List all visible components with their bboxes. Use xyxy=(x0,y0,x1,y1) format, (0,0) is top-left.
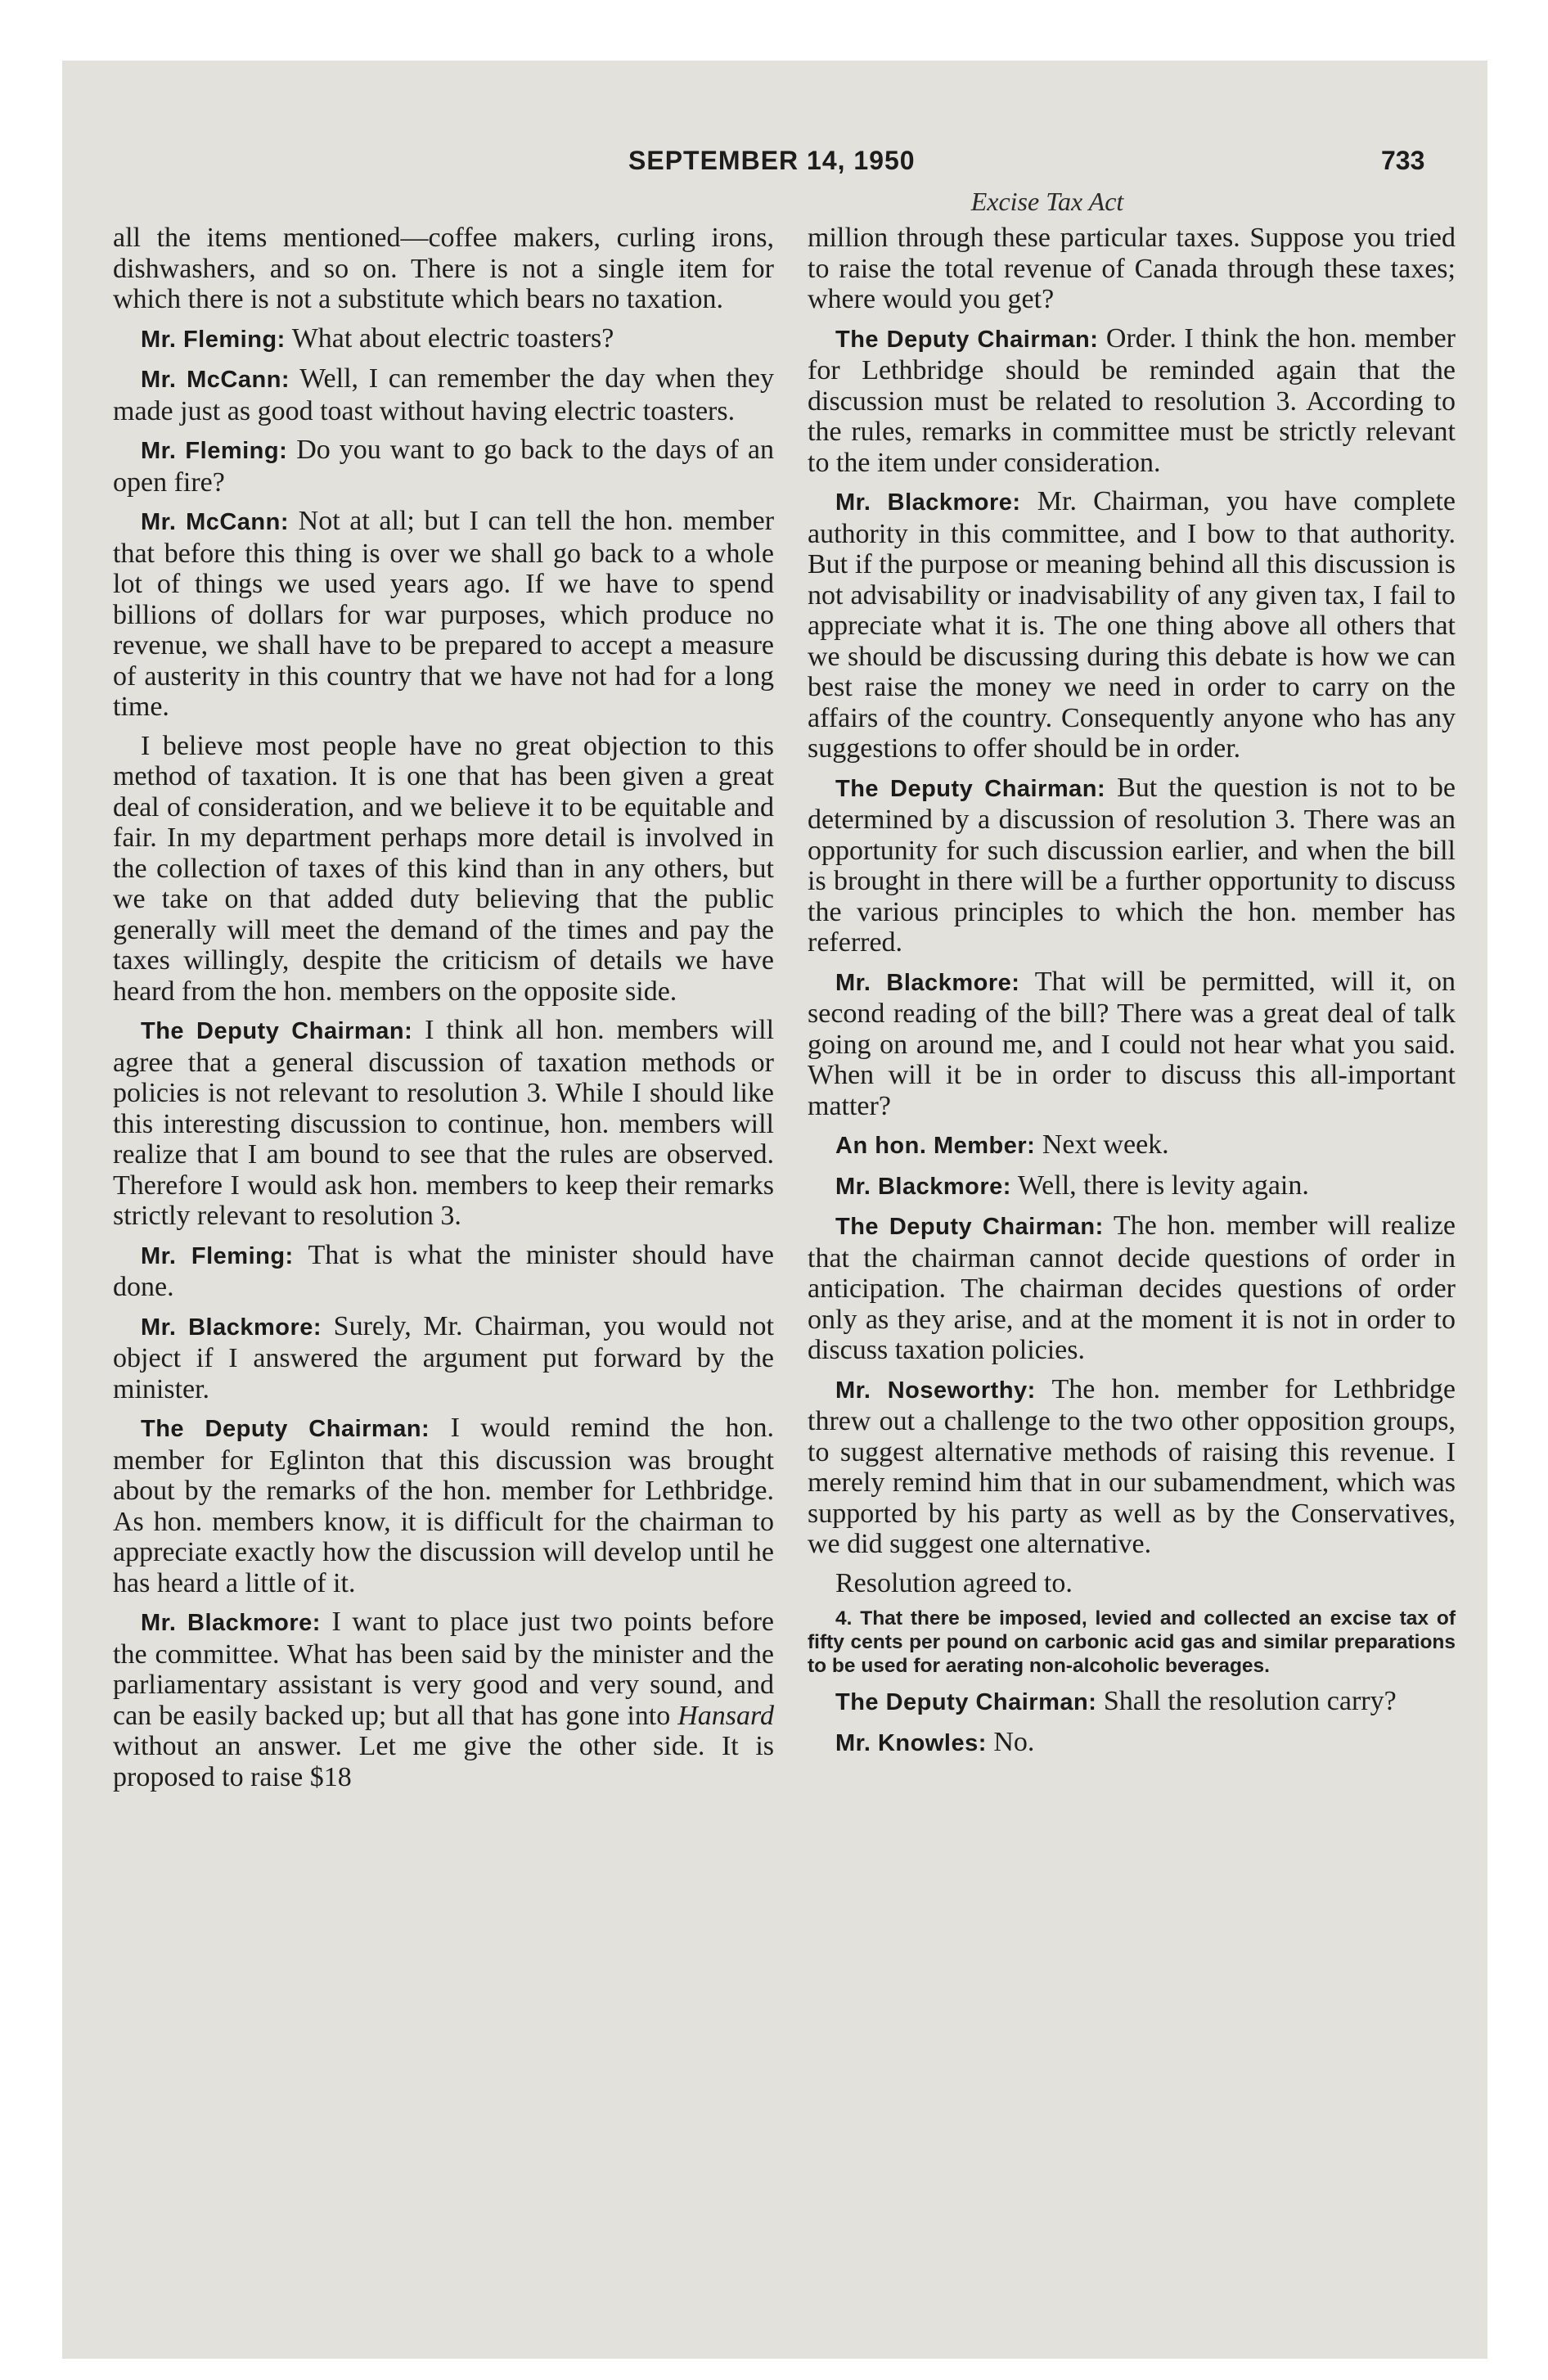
speaker-name: Mr. Blackmore: xyxy=(835,489,1021,516)
speaker-name: The Deputy Chairman: xyxy=(141,1416,430,1442)
paragraph: Mr. Blackmore: Mr. Chairman, you have complete authority in this committee, and I bow to that authority. But if the purpose or meaning behind all this discussion is not advisability or inadvisability of any given tax, I fail to appreciate what it is. The one thing above all others that we should be discussing during this debate is how we can best raise the money we need in order to carry on the affairs of the country. Consequently anyone who has any suggestions to offer should be in order. xyxy=(808,486,1456,764)
speaker-name: Mr. McCann: xyxy=(141,367,290,393)
paragraph: Mr. McCann: Well, I can remember the day when they made just as good toast without having electric toasters. xyxy=(113,363,774,426)
paragraph: Mr. Blackmore: Surely, Mr. Chairman, you would not object if I answered the argument put forward by the minister. xyxy=(113,1310,774,1404)
paragraph: Mr. Blackmore: I want to place just two points before the committee. What has been said by the minister and the parliamentary assistant is very good and very sound, and can be easily backed up; but all that has gone into Hansard without an answer. Let me give the other side. It is proposed to raise $18 xyxy=(113,1607,775,1792)
speaker-name: The Deputy Chairman: xyxy=(835,326,1099,353)
speaker-name: Mr. McCann: xyxy=(141,509,290,535)
paragraph: The Deputy Chairman: Order. I think the hon. member for Lethbridge should be reminded again that the discussion must be related to resolution 3. According to the rules, remarks in committee must be strictly relevant to the item under consideration. xyxy=(808,322,1456,478)
running-title: Excise Tax Act xyxy=(970,187,1124,216)
speaker-name: Mr. Blackmore: xyxy=(141,1314,322,1341)
right-column xyxy=(808,223,1456,1767)
paragraph: The Deputy Chairman: Shall the resolution carry? xyxy=(835,1686,1397,1716)
left-column xyxy=(113,223,774,1801)
speaker-name: Mr. Fleming: xyxy=(141,326,286,353)
page-header xyxy=(0,146,1548,187)
paragraph: Mr. Fleming: That is what the minister should have done. xyxy=(113,1239,774,1302)
speaker-name: The Deputy Chairman: xyxy=(835,1214,1104,1240)
paragraph: The Deputy Chairman: I would remind the hon. member for Eglinton that this discussion was brought about by the remarks of the hon. member for Lethbridge. As hon. members know, it is difficult for the chairman to appreciate exactly how the discussion will develop until he has heard a little of it. xyxy=(113,1413,774,1598)
speaker-name: The Deputy Chairman: xyxy=(835,1689,1097,1715)
italic-hansard: Hansard xyxy=(677,1700,775,1731)
paragraph: Mr. Fleming: Do you want to go back to the days of an open fire? xyxy=(113,435,774,498)
paragraph: all the items mentioned—coffee makers, curling irons, dishwashers, and so on. There is not a single item for which there is not a substitute which bears no taxation. xyxy=(113,223,774,314)
speaker-name: Mr. Noseworthy: xyxy=(835,1377,1036,1404)
paragraph: Mr. McCann: Not at all; but I can tell the hon. member that before this thing is over we shall go back to a whole lot of things we used years ago. If we have to spend billions of dollars for war purposes, which produce no revenue, we shall have to be prepared to accept a measure of austerity in this country that we have not had for a long time. xyxy=(113,506,775,722)
speaker-name: Mr. Blackmore: xyxy=(835,969,1020,996)
speaker-name: Mr. Knowles: xyxy=(835,1729,987,1756)
paragraph: Mr. Knowles: No. xyxy=(835,1726,1035,1757)
paragraph: Mr. Noseworthy: The hon. member for Lethbridge threw out a challenge to the two other opposition groups, to suggest alternative methods of raising this revenue. I merely remind him that in our subamendment, which was supported by his party as well as by the Conservatives, we did suggest one alternative. xyxy=(808,1373,1456,1559)
speaker-name: Mr. Blackmore: xyxy=(835,1173,1011,1200)
page-number: 733 xyxy=(1381,146,1425,175)
paragraph: I believe most people have no great objection to this method of taxation. It is one that has been given a great deal of consideration, and we believe it to be equitable and fair. In my department perhaps more detail is involved in the collection of taxes of this kind than in any others, but we take on that added duty believing that the public generally will meet the demand of the times and pay the taxes willingly, despite the criticism of details we have heard from the hon. members on the opposite side. xyxy=(113,730,774,1007)
speaker-name: Mr. Blackmore: xyxy=(141,1610,321,1636)
header-date: SEPTEMBER 14, 1950 xyxy=(628,146,916,175)
paragraph: The Deputy Chairman: But the question is not to be determined by a discussion of resolution 3. There was an opportunity for such discussion earlier, and when the bill is brought in there will be a further opportunity to discuss the various principles to which the hon. member has referred. xyxy=(808,772,1456,958)
speaker-name: Mr. Fleming: xyxy=(141,1242,294,1269)
speaker-name: The Deputy Chairman: xyxy=(835,775,1106,802)
speaker-name: An hon. Member: xyxy=(835,1133,1036,1159)
paragraph: An hon. Member: Next week. xyxy=(835,1129,1169,1160)
paragraph: Mr. Blackmore: That will be permitted, will it, on second reading of the bill? There was a great deal of talk going on around me, and I could not hear what you said. When will it be in order to discuss this all-important matter? xyxy=(808,966,1456,1121)
speaker-name: Mr. Fleming: xyxy=(141,438,288,464)
speaker-name: The Deputy Chairman: xyxy=(141,1018,413,1044)
resolution-agreed: Resolution agreed to. xyxy=(835,1567,1073,1598)
paragraph: The Deputy Chairman: I think all hon. members will agree that a general discussion of taxation methods or policies is not relevant to resolution 3. While I should like this interesting discussion to continue, hon. members will realize that I am bound to see that the rules are observed. Therefore I would ask hon. members to keep their remarks strictly relevant to resolution 3. xyxy=(113,1015,775,1231)
paragraph: million through these particular taxes. Suppose you tried to raise the total revenue of Canada through these taxes; where would you get? xyxy=(808,223,1456,314)
paragraph: Mr. Blackmore: Well, there is levity again. xyxy=(835,1170,1309,1201)
paragraph: The Deputy Chairman: The hon. member will realize that the chairman cannot decide questions of order in anticipation. The chairman decides questions of order only as they arise, and at the moment it is not in order to discuss taxation policies. xyxy=(808,1210,1456,1365)
paragraph: Mr. Fleming: What about electric toasters? xyxy=(141,322,614,354)
resolution-text: 4. That there be imposed, levied and collected an excise tax of fifty cents per pound on carbonic acid gas and similar preparations to be used for aerating non-alcoholic beverages. xyxy=(808,1607,1456,1677)
